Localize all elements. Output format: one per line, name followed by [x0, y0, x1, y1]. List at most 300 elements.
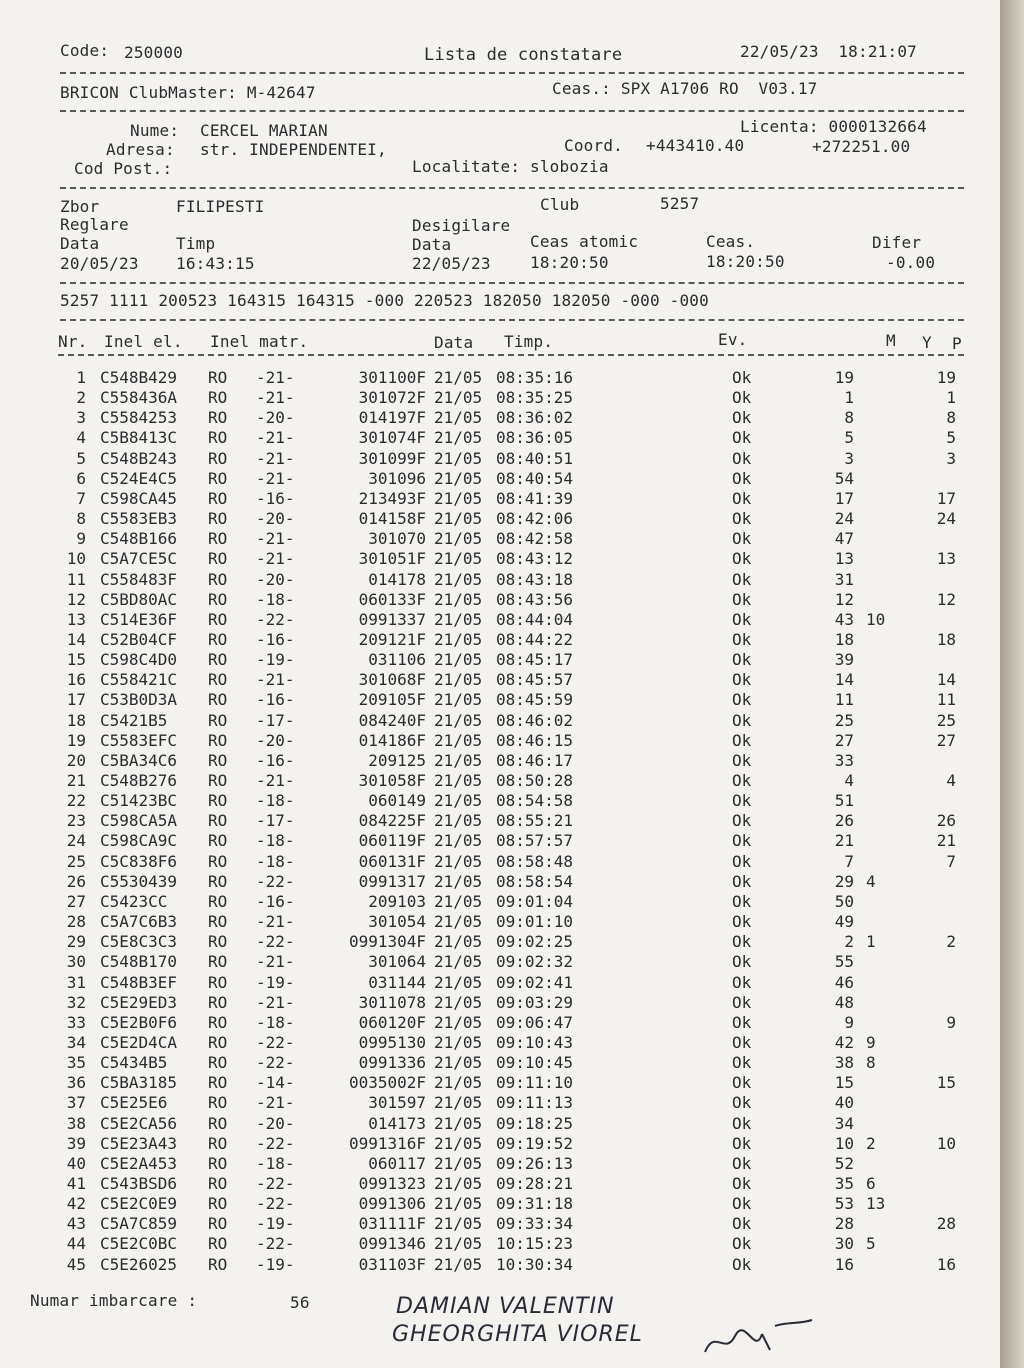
cell-nr: 33 — [66, 1012, 86, 1032]
cell-inel-matr: 060133F — [358, 589, 426, 609]
cell-year: -14- — [256, 1073, 295, 1093]
cell-p: 16 — [936, 1254, 956, 1274]
cell-nr: 41 — [66, 1174, 86, 1193]
cell-time: 08:42:06 — [496, 509, 574, 529]
cell-year: -21- — [256, 448, 295, 468]
cell-date: 21/05 — [434, 851, 483, 871]
cell-year: -18- — [256, 1012, 295, 1032]
cell-m: 33 — [834, 750, 854, 770]
cell-y: 13 — [866, 1194, 886, 1214]
page-edge — [1000, 0, 1024, 1368]
cell-inel-matr: 301100F — [358, 368, 426, 387]
cell-year: -21- — [256, 912, 295, 932]
cell-country: RO — [208, 972, 228, 992]
cell-ev: Ok — [732, 368, 752, 387]
cell-time: 09:02:41 — [496, 972, 574, 992]
table-row — [0, 1074, 1000, 1094]
cell-ev: Ok — [732, 952, 752, 972]
cell-year: -22- — [256, 871, 295, 891]
cell-nr: 28 — [66, 912, 86, 932]
divider — [60, 319, 964, 321]
cell-inel-el: C548B429 — [100, 368, 178, 387]
table-row — [0, 510, 1000, 530]
cell-ev: Ok — [732, 1153, 752, 1173]
cell-country: RO — [208, 1053, 228, 1073]
cell-date: 21/05 — [434, 569, 483, 589]
cell-year: -22- — [256, 1032, 295, 1052]
cell-nr: 26 — [66, 871, 86, 891]
cell-inel-matr: 0991317 — [358, 871, 426, 891]
cell-inel-matr: 014178 — [368, 569, 426, 589]
cell-time: 08:58:48 — [496, 851, 574, 871]
cell-m: 40 — [834, 1093, 854, 1113]
cell-ev: Ok — [732, 1113, 752, 1133]
cell-date: 21/05 — [434, 771, 483, 790]
cell-ev: Ok — [732, 710, 752, 730]
cell-country: RO — [208, 831, 228, 851]
coord-lon: +272251.00 — [812, 137, 911, 156]
cell-date: 21/05 — [434, 488, 483, 508]
cell-date: 21/05 — [434, 609, 483, 629]
cell-ev: Ok — [732, 831, 752, 851]
cell-m: 5 — [844, 428, 854, 448]
cell-ev: Ok — [732, 408, 752, 428]
cell-m: 53 — [834, 1194, 854, 1214]
code-value: 250000 — [124, 43, 183, 62]
cell-nr: 27 — [66, 891, 86, 911]
cell-date: 21/05 — [434, 650, 483, 670]
cell-inel-matr: 301096 — [368, 468, 426, 488]
cell-year: -20- — [256, 569, 295, 589]
cell-m: 46 — [834, 972, 854, 992]
cell-m: 39 — [834, 650, 854, 670]
cell-year: -18- — [256, 589, 295, 609]
cell-nr: 11 — [66, 569, 86, 589]
cell-time: 08:58:54 — [496, 871, 574, 891]
cell-inel-matr: 014158F — [358, 509, 426, 529]
cell-m: 28 — [834, 1214, 854, 1234]
table-row — [0, 369, 1000, 389]
cell-p: 3 — [946, 448, 956, 468]
cell-ev: Ok — [732, 992, 752, 1012]
cell-p: 12 — [936, 589, 956, 609]
address: str. INDEPENDENTEI, — [200, 140, 387, 159]
cell-date: 21/05 — [434, 549, 483, 569]
cell-inel-el: C5421B5 — [100, 710, 168, 730]
cell-inel-matr: 014173 — [368, 1113, 426, 1133]
cell-date: 21/05 — [434, 992, 483, 1012]
cell-date: 21/05 — [434, 428, 483, 448]
cell-m: 29 — [834, 871, 854, 891]
cell-inel-el: C5E23A43 — [100, 1133, 178, 1153]
cell-country: RO — [208, 468, 228, 488]
cell-inel-el: C5E2CA56 — [100, 1113, 178, 1133]
cell-country: RO — [208, 509, 228, 529]
cell-country: RO — [208, 690, 228, 710]
cell-ev: Ok — [732, 1012, 752, 1032]
cell-inel-matr: 0995130 — [358, 1032, 426, 1052]
table-row — [0, 712, 1000, 732]
cell-time: 08:46:02 — [496, 710, 574, 730]
clock-id: Ceas.: SPX A1706 RO V03.17 — [552, 79, 818, 98]
cell-country: RO — [208, 932, 228, 952]
cell-year: -21- — [256, 388, 295, 408]
cell-nr: 22 — [66, 791, 86, 811]
des-atomic: 18:20:50 — [530, 253, 609, 272]
col-p: P — [952, 334, 962, 353]
cell-nr: 37 — [66, 1093, 86, 1113]
cell-nr: 20 — [66, 750, 86, 770]
cell-m: 42 — [834, 1032, 854, 1052]
cell-ev: Ok — [732, 1194, 752, 1214]
cell-ev: Ok — [732, 791, 752, 811]
cell-inel-matr: 084240F — [358, 710, 426, 730]
cell-nr: 36 — [66, 1073, 86, 1093]
cell-ev: Ok — [732, 730, 752, 750]
cell-ev: Ok — [732, 549, 752, 569]
cell-inel-matr: 060131F — [358, 851, 426, 871]
cell-inel-el: C5BD80AC — [100, 589, 178, 609]
cell-inel-matr: 209121F — [358, 629, 426, 649]
cell-p: 13 — [936, 549, 956, 569]
cell-inel-matr: 0991346 — [358, 1234, 426, 1254]
table-row — [0, 913, 1000, 933]
cell-date: 21/05 — [434, 509, 483, 529]
cell-country: RO — [208, 1153, 228, 1173]
cell-time: 08:45:17 — [496, 650, 574, 670]
cell-country: RO — [208, 1073, 228, 1093]
cell-ev: Ok — [732, 932, 752, 952]
cell-inel-el: C548B170 — [100, 952, 178, 972]
cell-time: 08:46:15 — [496, 730, 574, 750]
cell-ev: Ok — [732, 468, 752, 488]
table-row — [0, 893, 1000, 913]
cell-ev: Ok — [732, 811, 752, 831]
cell-ev: Ok — [732, 750, 752, 770]
cell-year: -21- — [256, 1093, 295, 1113]
print-datetime: 22/05/23 18:21:07 — [740, 42, 917, 61]
cell-date: 21/05 — [434, 932, 483, 952]
cell-country: RO — [208, 1093, 228, 1113]
cell-ev: Ok — [732, 1234, 752, 1254]
cell-p: 25 — [936, 710, 956, 730]
cell-m: 27 — [834, 730, 854, 750]
cell-m: 48 — [834, 992, 854, 1012]
cell-inel-el: C5E8C3C3 — [100, 932, 178, 952]
cell-m: 17 — [834, 488, 854, 508]
cell-p: 10 — [936, 1133, 956, 1153]
cell-date: 21/05 — [434, 589, 483, 609]
cell-ev: Ok — [732, 1053, 752, 1073]
cell-m: 11 — [834, 690, 854, 710]
cell-country: RO — [208, 1194, 228, 1214]
cell-time: 08:43:56 — [496, 589, 574, 609]
cell-m: 30 — [834, 1234, 854, 1254]
cell-time: 09:10:45 — [496, 1053, 574, 1073]
table-row — [0, 812, 1000, 832]
cell-year: -22- — [256, 1053, 295, 1073]
cell-inel-matr: 0991304F — [348, 932, 426, 952]
cell-m: 1 — [844, 388, 854, 408]
cell-nr: 7 — [76, 488, 86, 508]
cell-inel-el: C5584253 — [100, 408, 178, 428]
cell-inel-el: C548B3EF — [100, 972, 178, 992]
cell-country: RO — [208, 851, 228, 871]
table-row — [0, 732, 1000, 752]
reg-date-label: Data — [60, 234, 100, 253]
cell-inel-matr: 301058F — [358, 771, 426, 790]
cell-date: 21/05 — [434, 972, 483, 992]
cell-p: 1 — [946, 388, 956, 408]
owner-name-label: Nume: — [130, 121, 180, 140]
cell-nr: 15 — [66, 650, 86, 670]
cell-p: 28 — [936, 1214, 956, 1234]
cell-year: -16- — [256, 629, 295, 649]
cell-time: 08:43:18 — [496, 569, 574, 589]
cell-date: 21/05 — [434, 912, 483, 932]
cell-m: 55 — [834, 952, 854, 972]
cell-inel-el: C52B04CF — [100, 629, 178, 649]
table-row — [0, 611, 1000, 631]
cell-time: 08:36:02 — [496, 408, 574, 428]
cell-inel-el: C51423BC — [100, 791, 178, 811]
cell-y: 4 — [866, 871, 876, 891]
cell-year: -21- — [256, 428, 295, 448]
cell-nr: 9 — [76, 529, 86, 549]
count-label: Numar imbarcare : — [30, 1291, 198, 1310]
cell-ev: Ok — [732, 1073, 752, 1093]
cell-year: -22- — [256, 932, 295, 952]
cell-year: -18- — [256, 1153, 295, 1173]
table-row — [0, 853, 1000, 873]
cell-time: 09:19:52 — [496, 1133, 574, 1153]
desigilare-label: Desigilare — [412, 216, 511, 235]
table-row — [0, 429, 1000, 449]
cell-date: 21/05 — [434, 1012, 483, 1032]
cell-country: RO — [208, 408, 228, 428]
cell-p: 4 — [946, 771, 956, 790]
cell-inel-matr: 301099F — [358, 448, 426, 468]
cell-nr: 16 — [66, 670, 86, 690]
cell-inel-matr: 209125 — [368, 750, 426, 770]
cell-nr: 25 — [66, 851, 86, 871]
table-row — [0, 691, 1000, 711]
cell-inel-matr: 031144 — [368, 972, 426, 992]
cell-nr: 34 — [66, 1032, 86, 1052]
table-row — [0, 1215, 1000, 1235]
cell-y: 2 — [866, 1133, 876, 1153]
cell-nr: 10 — [66, 549, 86, 569]
cell-inel-matr: 060119F — [358, 831, 426, 851]
cell-date: 21/05 — [434, 730, 483, 750]
cell-time: 08:46:17 — [496, 750, 574, 770]
cell-m: 9 — [844, 1012, 854, 1032]
cell-y: 10 — [866, 609, 886, 629]
table-row — [0, 550, 1000, 570]
cell-country: RO — [208, 871, 228, 891]
cell-year: -21- — [256, 771, 295, 790]
cell-p: 9 — [946, 1012, 956, 1032]
cell-year: -22- — [256, 1133, 295, 1153]
table-row — [0, 1115, 1000, 1135]
table-row — [0, 772, 1000, 792]
cell-m: 19 — [834, 368, 854, 387]
document-title: Lista de constatare — [424, 45, 623, 65]
cell-time: 09:03:29 — [496, 992, 574, 1012]
cell-ev: Ok — [732, 488, 752, 508]
cell-inel-matr: 3011078 — [358, 992, 426, 1012]
cell-country: RO — [208, 368, 228, 387]
cell-country: RO — [208, 388, 228, 408]
table-row — [0, 651, 1000, 671]
cell-ev: Ok — [732, 1254, 752, 1274]
cell-country: RO — [208, 771, 228, 790]
cell-country: RO — [208, 488, 228, 508]
col-m: M — [886, 331, 896, 350]
table-row — [0, 873, 1000, 893]
table-row — [0, 994, 1000, 1014]
cell-m: 50 — [834, 891, 854, 911]
cell-nr: 23 — [66, 811, 86, 831]
club-label: Club — [540, 195, 580, 214]
cell-ev: Ok — [732, 428, 752, 448]
cell-year: -20- — [256, 1113, 295, 1133]
cell-year: -21- — [256, 992, 295, 1012]
cell-date: 21/05 — [434, 629, 483, 649]
cell-inel-el: C5BA34C6 — [100, 750, 178, 770]
cell-date: 21/05 — [434, 468, 483, 488]
cell-year: -22- — [256, 609, 295, 629]
cell-m: 7 — [844, 851, 854, 871]
table-row — [0, 591, 1000, 611]
cell-time: 08:40:54 — [496, 468, 574, 488]
cell-year: -19- — [256, 1214, 295, 1234]
cell-nr: 31 — [66, 972, 86, 992]
table-row — [0, 1256, 1000, 1276]
cell-year: -19- — [256, 972, 295, 992]
cell-m: 4 — [844, 771, 854, 790]
cell-inel-el: C5583EFC — [100, 730, 178, 750]
cell-inel-matr: 060120F — [358, 1012, 426, 1032]
cell-m: 52 — [834, 1153, 854, 1173]
cell-inel-el: C5A7CE5C — [100, 549, 178, 569]
cell-nr: 30 — [66, 952, 86, 972]
cell-m: 14 — [834, 670, 854, 690]
cell-inel-el: C558483F — [100, 569, 178, 589]
des-ceas: 18:20:50 — [706, 252, 785, 271]
cell-time: 08:42:58 — [496, 529, 574, 549]
col-data: Data — [434, 333, 474, 352]
cell-ev: Ok — [732, 529, 752, 549]
table-row — [0, 1135, 1000, 1155]
cell-nr: 12 — [66, 589, 86, 609]
col-inel-matr: Inel matr. — [210, 332, 309, 351]
licence: Licenta: 0000132664 — [740, 117, 927, 136]
cell-inel-el: C598CA45 — [100, 488, 178, 508]
cell-ev: Ok — [732, 670, 752, 690]
cell-inel-el: C53B0D3A — [100, 690, 178, 710]
handwritten-signature — [700, 1316, 820, 1368]
cell-country: RO — [208, 912, 228, 932]
cell-nr: 39 — [66, 1133, 86, 1153]
cell-ev: Ok — [732, 871, 752, 891]
cell-time: 08:45:59 — [496, 690, 574, 710]
cell-time: 09:01:10 — [496, 912, 574, 932]
cell-m: 21 — [834, 831, 854, 851]
cell-m: 25 — [834, 710, 854, 730]
cell-date: 21/05 — [434, 710, 483, 730]
cell-ev: Ok — [732, 1133, 752, 1153]
cell-time: 08:35:25 — [496, 388, 574, 408]
address-label: Adresa: — [106, 140, 175, 159]
col-ev: Ev. — [718, 330, 748, 349]
cell-p: 24 — [936, 509, 956, 529]
cell-nr: 44 — [66, 1234, 86, 1254]
cell-date: 21/05 — [434, 1053, 483, 1073]
cell-date: 21/05 — [434, 831, 483, 851]
cell-time: 09:18:25 — [496, 1113, 574, 1133]
cell-inel-matr: 209103 — [368, 891, 426, 911]
cell-date: 21/05 — [434, 811, 483, 831]
cell-m: 51 — [834, 791, 854, 811]
cell-ev: Ok — [732, 569, 752, 589]
cell-time: 09:01:04 — [496, 891, 574, 911]
cell-inel-matr: 060149 — [368, 791, 426, 811]
cell-m: 49 — [834, 912, 854, 932]
cell-m: 10 — [834, 1133, 854, 1153]
cell-country: RO — [208, 811, 228, 831]
club-value: 5257 — [660, 194, 700, 213]
table-row — [0, 470, 1000, 490]
cell-country: RO — [208, 891, 228, 911]
table-row — [0, 933, 1000, 953]
cell-nr: 18 — [66, 710, 86, 730]
cell-year: -21- — [256, 549, 295, 569]
cell-country: RO — [208, 650, 228, 670]
reg-time-label: Timp — [176, 234, 216, 253]
cell-inel-el: C548B276 — [100, 771, 178, 790]
table-row — [0, 671, 1000, 691]
cell-date: 21/05 — [434, 750, 483, 770]
divider — [60, 187, 964, 189]
cell-inel-el: C5E2D4CA — [100, 1032, 178, 1052]
table-row — [0, 571, 1000, 591]
table-row — [0, 1034, 1000, 1054]
cell-inel-matr: 0991337 — [358, 609, 426, 629]
table-row — [0, 1054, 1000, 1074]
cell-p: 17 — [936, 488, 956, 508]
cell-inel-el: C5423CC — [100, 891, 168, 911]
table-row — [0, 1195, 1000, 1215]
cell-country: RO — [208, 549, 228, 569]
cell-ev: Ok — [732, 1214, 752, 1234]
cell-country: RO — [208, 1133, 228, 1153]
cell-ev: Ok — [732, 912, 752, 932]
cell-country: RO — [208, 609, 228, 629]
cell-m: 31 — [834, 569, 854, 589]
cell-year: -18- — [256, 831, 295, 851]
cell-inel-matr: 301051F — [358, 549, 426, 569]
reg-date: 20/05/23 — [60, 254, 139, 273]
cell-country: RO — [208, 529, 228, 549]
cell-year: -19- — [256, 650, 295, 670]
handwritten-name-1: DAMIAN VALENTIN — [396, 1294, 615, 1319]
cell-country: RO — [208, 791, 228, 811]
cell-m: 8 — [844, 408, 854, 428]
cell-inel-el: C5E25E6 — [100, 1093, 168, 1113]
cell-inel-matr: 014186F — [358, 730, 426, 750]
cell-nr: 13 — [66, 609, 86, 629]
